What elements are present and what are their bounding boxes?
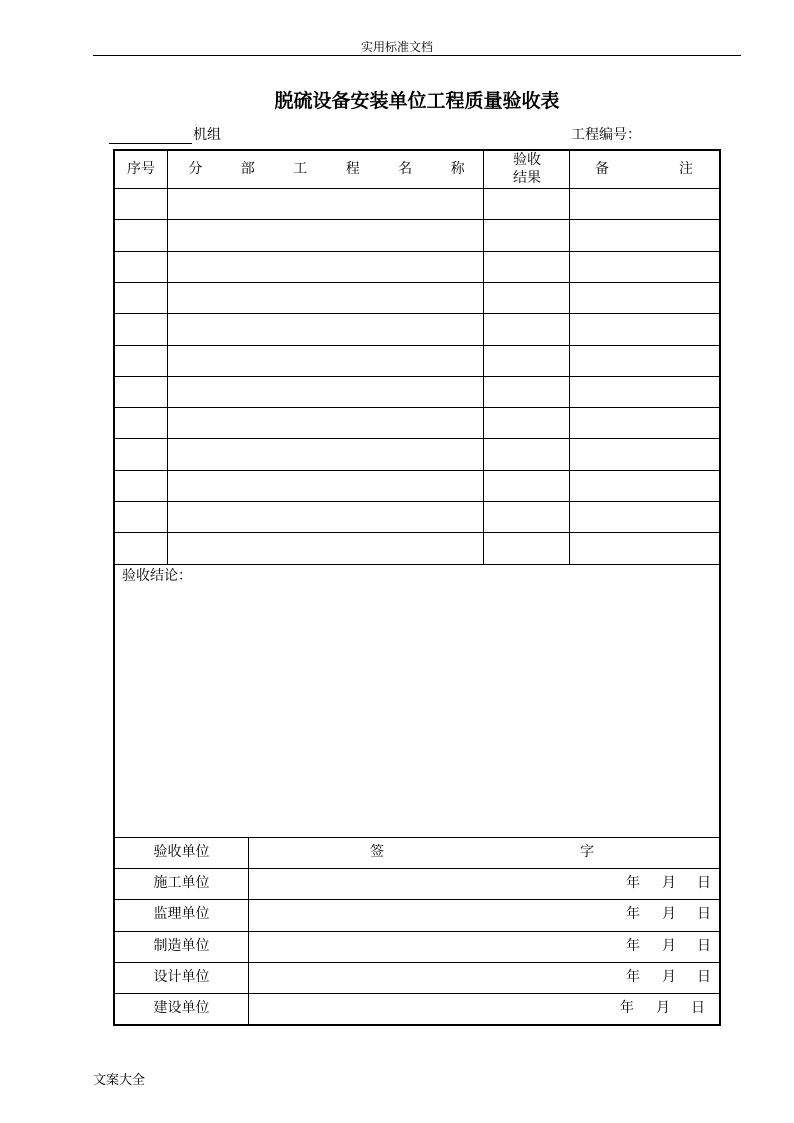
signature-unit: 制造单位: [153, 937, 210, 954]
row-divider: [115, 470, 719, 471]
row-divider: [115, 251, 719, 252]
date-year: 年: [626, 906, 640, 923]
document-title: 脱硫设备安装单位工程质量验收表: [274, 90, 560, 112]
signature-row-divider: [115, 899, 719, 900]
row-divider: [115, 219, 719, 220]
header-note-a: 备: [595, 161, 609, 177]
signature-row-divider: [115, 931, 719, 932]
header-rule: [93, 55, 741, 56]
sign-unit-header: 验收单位: [153, 844, 210, 860]
signature-unit: 监理单位: [153, 906, 210, 923]
sign-header-a: 签: [370, 844, 384, 860]
date-month: 月: [662, 875, 676, 892]
row-divider: [115, 376, 719, 377]
signature-row-divider: [115, 962, 719, 963]
acceptance-table: [113, 149, 721, 1026]
signature-row-divider: [115, 993, 719, 994]
unit-label: 机组: [193, 127, 221, 143]
header-name: 分 部 工 程 名 称: [188, 161, 482, 177]
row-divider: [115, 313, 719, 314]
row-divider: [115, 501, 719, 502]
conclusion-label: 验收结论：: [122, 568, 192, 584]
sign-header-b: 字: [580, 844, 594, 860]
row-divider: [115, 532, 719, 533]
date-month: 月: [662, 968, 676, 985]
date-year: 年: [626, 875, 640, 892]
date-day: 日: [697, 968, 711, 985]
header-result-line1: 验收: [513, 152, 541, 168]
row-divider: [115, 564, 719, 565]
date-month: 月: [656, 1000, 670, 1016]
row-divider: [115, 438, 719, 439]
row-divider: [115, 345, 719, 346]
header-seq: 序号: [127, 161, 155, 177]
page-footer: 文案大全: [93, 1073, 146, 1088]
header-result-line2: 结果: [513, 170, 541, 186]
date-day: 日: [697, 906, 711, 923]
row-divider: [115, 282, 719, 283]
date-month: 月: [662, 937, 676, 954]
signature-unit: 设计单位: [153, 968, 210, 985]
date-month: 月: [662, 906, 676, 923]
header-note-b: 注: [679, 161, 693, 177]
date-year: 年: [626, 937, 640, 954]
date-day: 日: [691, 1000, 705, 1016]
row-divider: [115, 188, 719, 189]
row-divider: [115, 407, 719, 408]
signature-top-line: [115, 837, 719, 838]
page-header: 实用标准文档: [360, 40, 433, 54]
signature-row-divider: [115, 868, 719, 869]
signature-unit: 施工单位: [153, 875, 210, 892]
unit-line: [109, 124, 221, 144]
unit-blank: [109, 129, 192, 144]
date-day: 日: [697, 875, 711, 892]
date-year: 年: [620, 1000, 634, 1016]
date-year: 年: [626, 968, 640, 985]
project-number-label: 工程编号：: [571, 127, 641, 143]
date-day: 日: [697, 937, 711, 954]
signature-unit: 建设单位: [153, 1000, 210, 1016]
